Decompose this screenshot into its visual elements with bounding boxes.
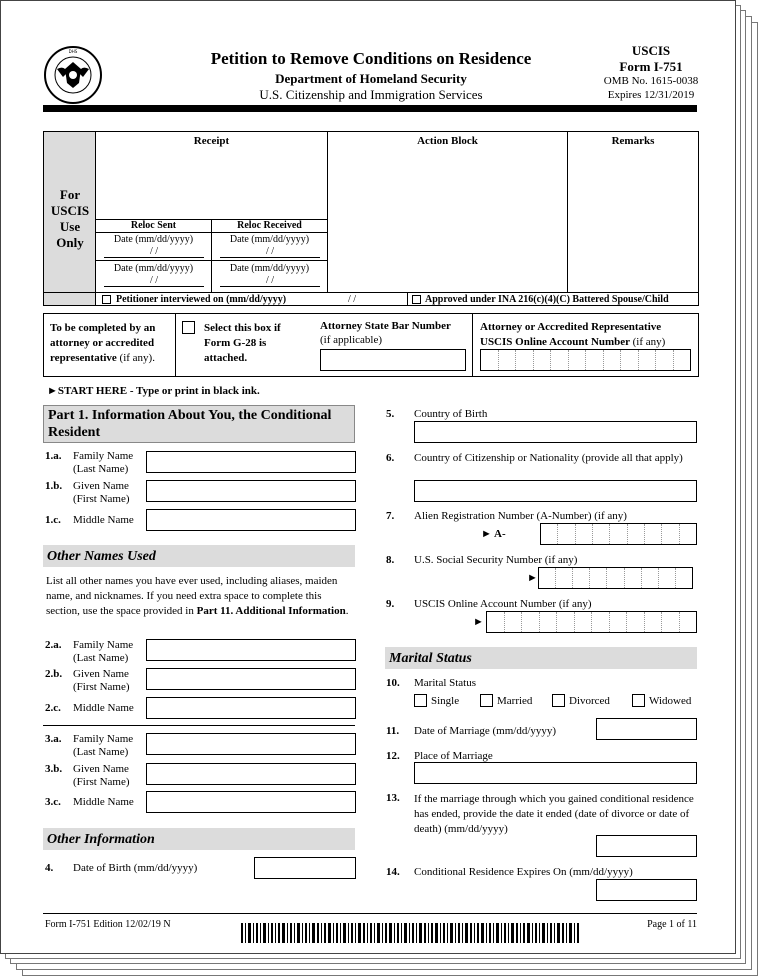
divorced-checkbox[interactable] xyxy=(552,694,565,707)
uscis-use-block: For USCIS Use Only Receipt Action Block Remarks Reloc Sent Reloc Received Date (mm/dd/yyyy) / / Date (mm/dd/yyyy) / / Date (mm/dd/yyyy) / / Date (mm/dd/yyyy) / / Petitioner interviewed on (mm/dd/yyyy) / / Approved under INA 216(c)(4)(C) Battered Spouse/Child xyxy=(43,131,699,306)
dob-input[interactable] xyxy=(254,857,356,879)
interviewed-label: Petitioner interviewed on (mm/dd/yyyy) xyxy=(116,294,287,305)
reloc-received-label: Reloc Received xyxy=(237,220,302,231)
other-names-heading: Other Names Used xyxy=(43,545,355,567)
single-checkbox[interactable] xyxy=(414,694,427,707)
footer-rule xyxy=(43,913,697,914)
barcode-icon xyxy=(241,923,581,943)
marriage-date-label: Date of Marriage (mm/dd/yyyy) xyxy=(414,725,557,737)
reloc-sent-date-1: Date (mm/dd/yyyy) xyxy=(113,234,194,245)
header-rule xyxy=(43,105,697,112)
form-page: DHS Petition to Remove Conditions on Residence Department of Homeland Security U.S. Citizenship and Immigration Services USCIS Form I-751 OMB No. 1615-0038 Expires 12/31/2019 For USCIS Use Only Receipt Action Block Remarks Reloc Sent Reloc Received Date (mm/dd/yyyy) / / Date (mm/dd/yyyy) / / Date (mm/dd/yyyy) / / Date (mm/dd/yyyy) / / Petitioner interviewed on (mm/dd/yyyy) / / Approved under INA 216(c)(4)(C) Battered Spouse/Child To be completed by an attorney or accredited representative (if any). Select this box if Form G-28 is attached. Attorney State Bar Number (if applicable) Attorney or Accredited Representative USCIS Online Account Number (if any) ►START HERE - Type or print in black ink. Part 1. Information About You, the Conditional Resident 1.a. Family Name (Last Name) 1.b. Given Name (First Name) 1.c. Middle Name Other Names Used List all other names you have ever used, including aliases, maiden name, and nicknames. If you need extra space to complete this section, use the space provided in Part 11. Additional Information. 2.a. Family Name (Last Name) 2.b. Given Name (First Name) 2.c. Middle Name 3.a. Family Name (Last Name) 3.b. Given Name (First Name) 3.c. Middle Name Other Information 4. Date of Birth (mm/dd/yyyy) 5. Country of Birth 6. Country of Citizenship or Nationality (provide all that apply) 7. Alien Registration Number (A-Number) (if any) ► A- 8. U.S. Social Security Number (if any) ► 9. USCIS Online Account Number (if any) ► Marital Status 10. Marital Status Single Married Divorced Widowed 11. Date of Marriage (mm/dd/yyyy) 12. Place of Marriage 13. If the marriage through which you gained conditional residence has ended, provide the date it ended (date of divorce or date of death) (mm/dd/yyyy) 14. Conditional Residence Expires On (mm/dd/yyyy) Form I-751 Edition 12/02/19 N Page 1 of 11 xyxy=(0,0,736,954)
dob-label: Date of Birth (mm/dd/yyyy) xyxy=(73,862,198,874)
bar-number-label: Attorney State Bar Number xyxy=(320,320,451,332)
a-number-prefix: ► A- xyxy=(481,528,506,540)
ssn-prefix: ► xyxy=(527,572,538,584)
bar-number-hint: (if applicable) xyxy=(320,334,382,346)
uscis-account-input[interactable] xyxy=(486,611,697,633)
approved-label: Approved under INA 216(c)(4)(C) Battered Spouse/Child xyxy=(425,294,669,305)
omb-number: OMB No. 1615-0038 xyxy=(603,75,699,87)
marriage-ended-input[interactable] xyxy=(596,835,697,857)
married-checkbox[interactable] xyxy=(480,694,493,707)
start-here: ►START HERE - Type or print in black ink. xyxy=(47,385,260,397)
form-number: Form I-751 xyxy=(619,59,683,74)
seal-text: DHS xyxy=(68,49,78,54)
agency-name: U.S. Citizenship and Immigration Services xyxy=(259,87,483,102)
marriage-place-input[interactable] xyxy=(414,762,697,784)
ssn-label: U.S. Social Security Number (if any) xyxy=(414,554,578,566)
country-birth-label: Country of Birth xyxy=(414,408,488,420)
other-family-name-1-input[interactable] xyxy=(146,639,356,661)
form-title: Petition to Remove Conditions on Residence xyxy=(210,49,532,68)
reloc-sent-label: Reloc Sent xyxy=(130,220,177,231)
other-names-instructions: List all other names you have ever used, including aliases, maiden name, and nicknames. If you need extra space to complete this section, use the space provided in Part 11. Additional Information. xyxy=(46,575,349,617)
page-number: Page 1 of 11 xyxy=(647,919,697,930)
middle-name-input[interactable] xyxy=(146,509,356,531)
reloc-received-date-1: Date (mm/dd/yyyy) xyxy=(229,234,310,245)
g28-label: Select this box if Form G-28 is attached. xyxy=(204,322,281,364)
other-given-name-2-input[interactable] xyxy=(146,763,356,785)
citizenship-label: Country of Citizenship or Nationality (provide all that apply) xyxy=(414,452,683,464)
middle-name-label: Middle Name xyxy=(73,514,134,526)
given-name-input[interactable] xyxy=(146,480,356,502)
expiration: Expires 12/31/2019 xyxy=(607,89,695,101)
widowed-checkbox[interactable] xyxy=(632,694,645,707)
dept-name: Department of Homeland Security xyxy=(275,71,467,86)
family-name-input[interactable] xyxy=(146,451,356,473)
dhs-seal-icon xyxy=(43,45,103,105)
ssn-input[interactable] xyxy=(538,567,693,589)
marriage-place-label: Place of Marriage xyxy=(414,750,493,762)
family-name-label: Family Name (Last Name) xyxy=(73,450,134,475)
a-number-label: Alien Registration Number (A-Number) (if any) xyxy=(414,510,627,522)
attorney-instructions: To be completed by an attorney or accredited representative (if any). xyxy=(50,322,156,364)
other-family-name-2-input[interactable] xyxy=(146,733,356,755)
receipt-label: Receipt xyxy=(193,135,230,147)
other-middle-name-2-input[interactable] xyxy=(146,791,356,813)
a-number-input[interactable] xyxy=(540,523,697,545)
g28-checkbox[interactable] xyxy=(182,321,195,334)
other-given-name-1-input[interactable] xyxy=(146,668,356,690)
residence-expires-input[interactable] xyxy=(596,879,697,901)
uscis-side-label: For USCIS Use Only xyxy=(50,187,90,250)
reloc-received-date-2: Date (mm/dd/yyyy) xyxy=(229,263,310,274)
rep-account-input[interactable] xyxy=(480,349,691,371)
attorney-block xyxy=(43,313,699,377)
action-block-label: Action Block xyxy=(417,135,478,147)
citizenship-input[interactable] xyxy=(414,480,697,502)
marital-status-label: Marital Status xyxy=(414,677,477,689)
given-name-label: Given Name (First Name) xyxy=(73,480,130,505)
uscis-account-label: USCIS Online Account Number (if any) xyxy=(414,598,592,610)
form-agency: USCIS xyxy=(631,43,671,58)
country-birth-input[interactable] xyxy=(414,421,697,443)
form-edition: Form I-751 Edition 12/02/19 N xyxy=(45,919,171,930)
marriage-date-input[interactable] xyxy=(596,718,697,740)
marriage-ended-label: If the marriage through which you gained conditional residence has ended, provide the date it ended (date of divorce or date of death) (mm/dd/yyyy) xyxy=(414,793,694,835)
bar-number-input[interactable] xyxy=(320,349,466,371)
approved-checkbox[interactable] xyxy=(412,295,421,304)
marital-heading: Marital Status xyxy=(385,647,697,669)
reloc-sent-date-2: Date (mm/dd/yyyy) xyxy=(113,263,194,274)
uscis-account-prefix: ► xyxy=(473,616,484,628)
other-info-heading: Other Information xyxy=(43,828,355,850)
rep-account-label: Attorney or Accredited Representative USCIS Online Account Number (if any) xyxy=(480,321,666,348)
residence-expires-label: Conditional Residence Expires On (mm/dd/yyyy) xyxy=(414,866,633,878)
remarks-label: Remarks xyxy=(611,135,655,147)
other-middle-name-1-input[interactable] xyxy=(146,697,356,719)
divider xyxy=(43,725,355,726)
part1-title: Part 1. Information About You, the Conditional Resident xyxy=(48,408,332,440)
interviewed-checkbox[interactable] xyxy=(102,295,111,304)
